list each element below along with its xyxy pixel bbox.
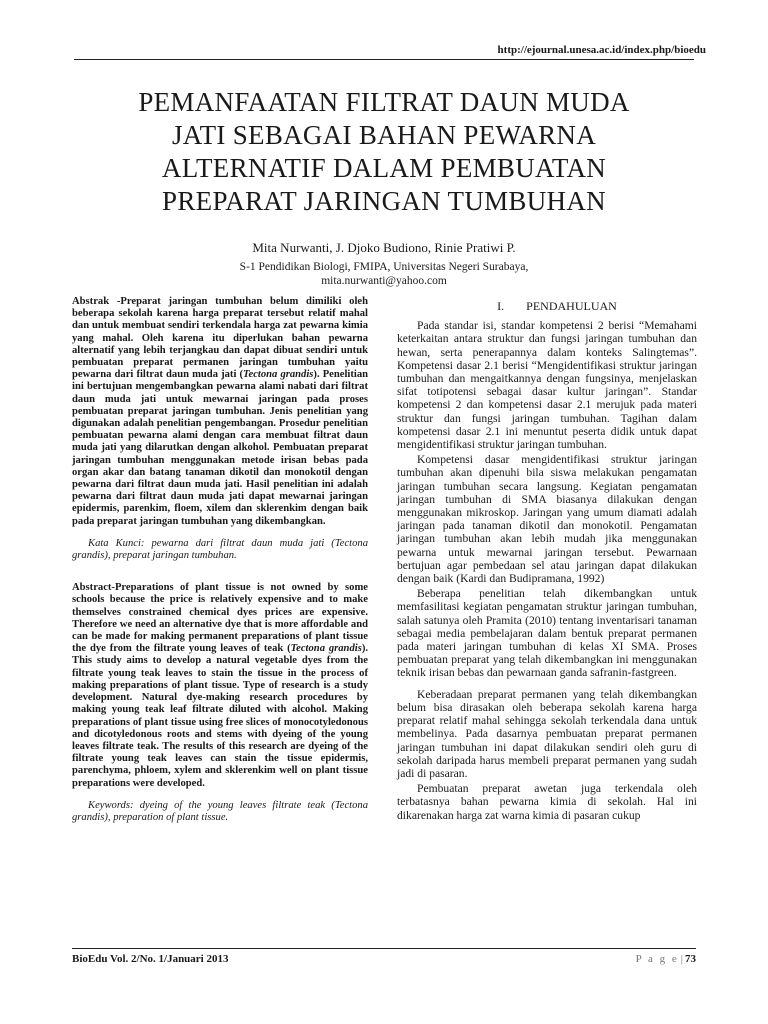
left-column	[72, 296, 368, 834]
abstract-en-part2: ). This study aims to develop a natural vegetable dyes from the filtrate young teak leaves to stain the tissue in the process of making preparations of plant tissue. Type of research is a study development. Natural dye-making research procedures by making young teak leaf filtrate diluted with alcohol. Making preparations of plant tissue using free slices of monocotyledonous and dicotyledonous roots and stems with dyeing of the young leaves filtrate teak. The results of this research are dyeing of the filtrate young teak leaves can stain the tissue epidermis, parenchyma, phloem, xylem and sklerenkim well on plant tissue preparations were developed.	[72, 643, 368, 789]
intro-paragraph: Pada standar isi, standar kompetensi 2 berisi “Memahami keterkaitan antara struktur dan fungsi jaringan tumbuhan dan hewan, serta penerapannya dalam konteks Salingtemas”. Kompetensi dasar 2.1 berisi “Mengidentifikasi struktur jaringan tumbuhan dan mengaitkannya dengan fungsinya, menjelaskan sifat totipotensi sebagai dasar kultur jaringan”. Standar kompetensi 2 dan kompetensi dasar 2.1 merujuk pada materi struktur dan fungsi jaringan tumbuhan. Tagihan dalam kompetensi dasar 2.1 ini menuntut peserta didik untuk dapat mengidentifikasi struktur jaringan tumbuhan.	[397, 319, 697, 452]
section-heading-introduction	[397, 300, 697, 313]
affiliation-line: S-1 Pendidikan Biologi, FMIPA, Universitas Negeri Surabaya,	[239, 261, 529, 273]
right-column	[397, 300, 697, 824]
abstract-en-part1: Abstract-Preparations of plant tissue is not owned by some schools because the price is relatively expensive and to make themselves constrained chemical dyes prices are expensive. Therefore we need an alternative dye that is more affordable and can be made for making permanent preparations of plant tissue the dye from the filtrate young leaves of teak (	[72, 582, 368, 655]
page-label: P a g e	[635, 953, 679, 965]
title-line-1: PEMANFAATAN FILTRAT DAUN MUDA	[138, 87, 630, 117]
page-separator: |	[680, 953, 683, 965]
keywords-english: Keywords: dyeing of the young leaves filtrate teak (Tectona grandis), preparation of plant tissue.	[72, 799, 368, 823]
title-line-2: JATI SEBAGAI BAHAN PEWARNA	[171, 120, 597, 150]
journal-citation: BioEdu Vol. 2/No. 1/Januari 2013	[72, 953, 229, 965]
abstract-indonesian	[72, 296, 368, 528]
journal-url[interactable]: http://ejournal.unesa.ac.id/index.php/bioedu	[497, 44, 706, 56]
abstract-english	[72, 582, 368, 789]
affiliation	[74, 260, 694, 288]
abstract-id-part1: Abstrak -Preparat jaringan tumbuhan belum dimiliki oleh beberapa sekolah karena harga preparat tersebut relatif mahal dan untuk membuat sendiri terkendala harga zat pewarna kimia yang mahal. Oleh karena itu diperlukan bahan pewarna alternatif yang lebih terjangkau dan dapat dibuat sendiri untuk pembuatan preparat permanen jaringan tumbuhan yaitu pewarna dari filtrat daun muda jati (	[72, 296, 368, 381]
page-number: 73	[685, 953, 696, 965]
page-indicator	[636, 953, 696, 965]
abstract-id-part2: ). Penelitian ini bertujuan mengembangkan pewarna alami nabati dari filtrat daun muda jati untuk mewarnai jaringan pada proses pembuatan preparat jaringan tumbuhan. Jenis penelitian yang digunakan adalah penelitian pengembangan. Prosedur penelitian pembuatan pewarna alami dengan cara membuat filtrat daun muda jati yang dilarutkan dengan alkohol. Pembuatan preparat jaringan tumbuhan menggunakan metode irisan bebas pada organ akar dan batang tanaman dikotil dan monokotil dengan pewarna dari filtrat daun muda jati. Hasil penelitian ini adalah pewarna dari filtrat daun muda jati dapat mewarnai jaringan epidermis, parenkim, floem, xilem dan sklerenkim dengan baik pada preparat jaringan tumbuhan yang dikembangkan.	[72, 369, 369, 527]
keywords-indonesian: Kata Kunci: pewarna dari filtrat daun muda jati (Tectona grandis), preparat jaringan tumbuhan.	[72, 537, 368, 562]
title-line-3: ALTERNATIF DALAM PEMBUATAN	[161, 153, 607, 183]
author-email[interactable]: mita.nurwanti@yahoo.com	[321, 275, 447, 287]
header-rule	[74, 59, 694, 60]
intro-paragraph: Kompetensi dasar mengidentifikasi struktur jaringan tumbuhan akan dipenuhi bila siswa melakukan pengamatan jaringan tumbuhan secara langsung. Kegiatan pengamatan jaringan tumbuhan di SMA biasanya dilakukan dengan menggunakan mikroskop. Jaringan yang umum diamati adalah jaringan pada tanaman dikotil dan monokotil. Pengamatan jaringan tumbuhan akan lebih mudah jika menggunakan pewarna untuk mewarnai jaringan tersebut. Pewarnaan bertujuan agar pembedaan sel atau jaringan dapat dilakukan dengan baik (Kardi dan Budipramana, 1992)	[397, 453, 697, 586]
intro-paragraph: Beberapa penelitian telah dikembangkan untuk memfasilitasi kegiatan pengamatan struktur jaringan tumbuhan, salah satunya oleh Pramita (2010) tentang inventarisari tanaman sebagai media pembelajaran dalam bentuk preparat permanen pada materi jaringan tumbuhan di kelas XI SMA. Proses pembuatan preparat yang telah dikembangkan ini menggunakan teknik irisan bebas dan pewarnaan ganda safranin-fastgreen.	[397, 587, 697, 680]
abstract-id-species: Tectona grandis	[243, 369, 314, 381]
intro-paragraph: Pembuatan preparat awetan juga terkendala oleh terbatasnya bahan pewarna kimia di sekolah. Hal ini dikarenakan harga zat warna kimia di pasaran cukup	[397, 782, 697, 822]
authors: Mita Nurwanti, J. Djoko Budiono, Rinie Pratiwi P.	[252, 240, 516, 255]
paper-title	[74, 86, 694, 218]
intro-paragraph: Keberadaan preparat permanen yang telah dikembangkan belum bisa dirasakan oleh beberapa sekolah karena harga preparat relatif mahal sehingga sekolah terkendala dana untuk membelinya. Pada dasarnya pembuatan preparat permanen jaringan tumbuhan ini dapat dilakukan sendiri oleh guru di sekolah daripada harus membeli preparat permanen yang sudah jadi di pasaran.	[397, 687, 697, 780]
section-title: PENDAHULUAN	[526, 299, 617, 313]
title-line-4: PREPARAT JARINGAN TUMBUHAN	[162, 186, 606, 216]
abstract-en-species: Tectona grandis	[290, 643, 362, 655]
section-number: I.	[497, 299, 505, 313]
footer-rule	[72, 948, 696, 949]
